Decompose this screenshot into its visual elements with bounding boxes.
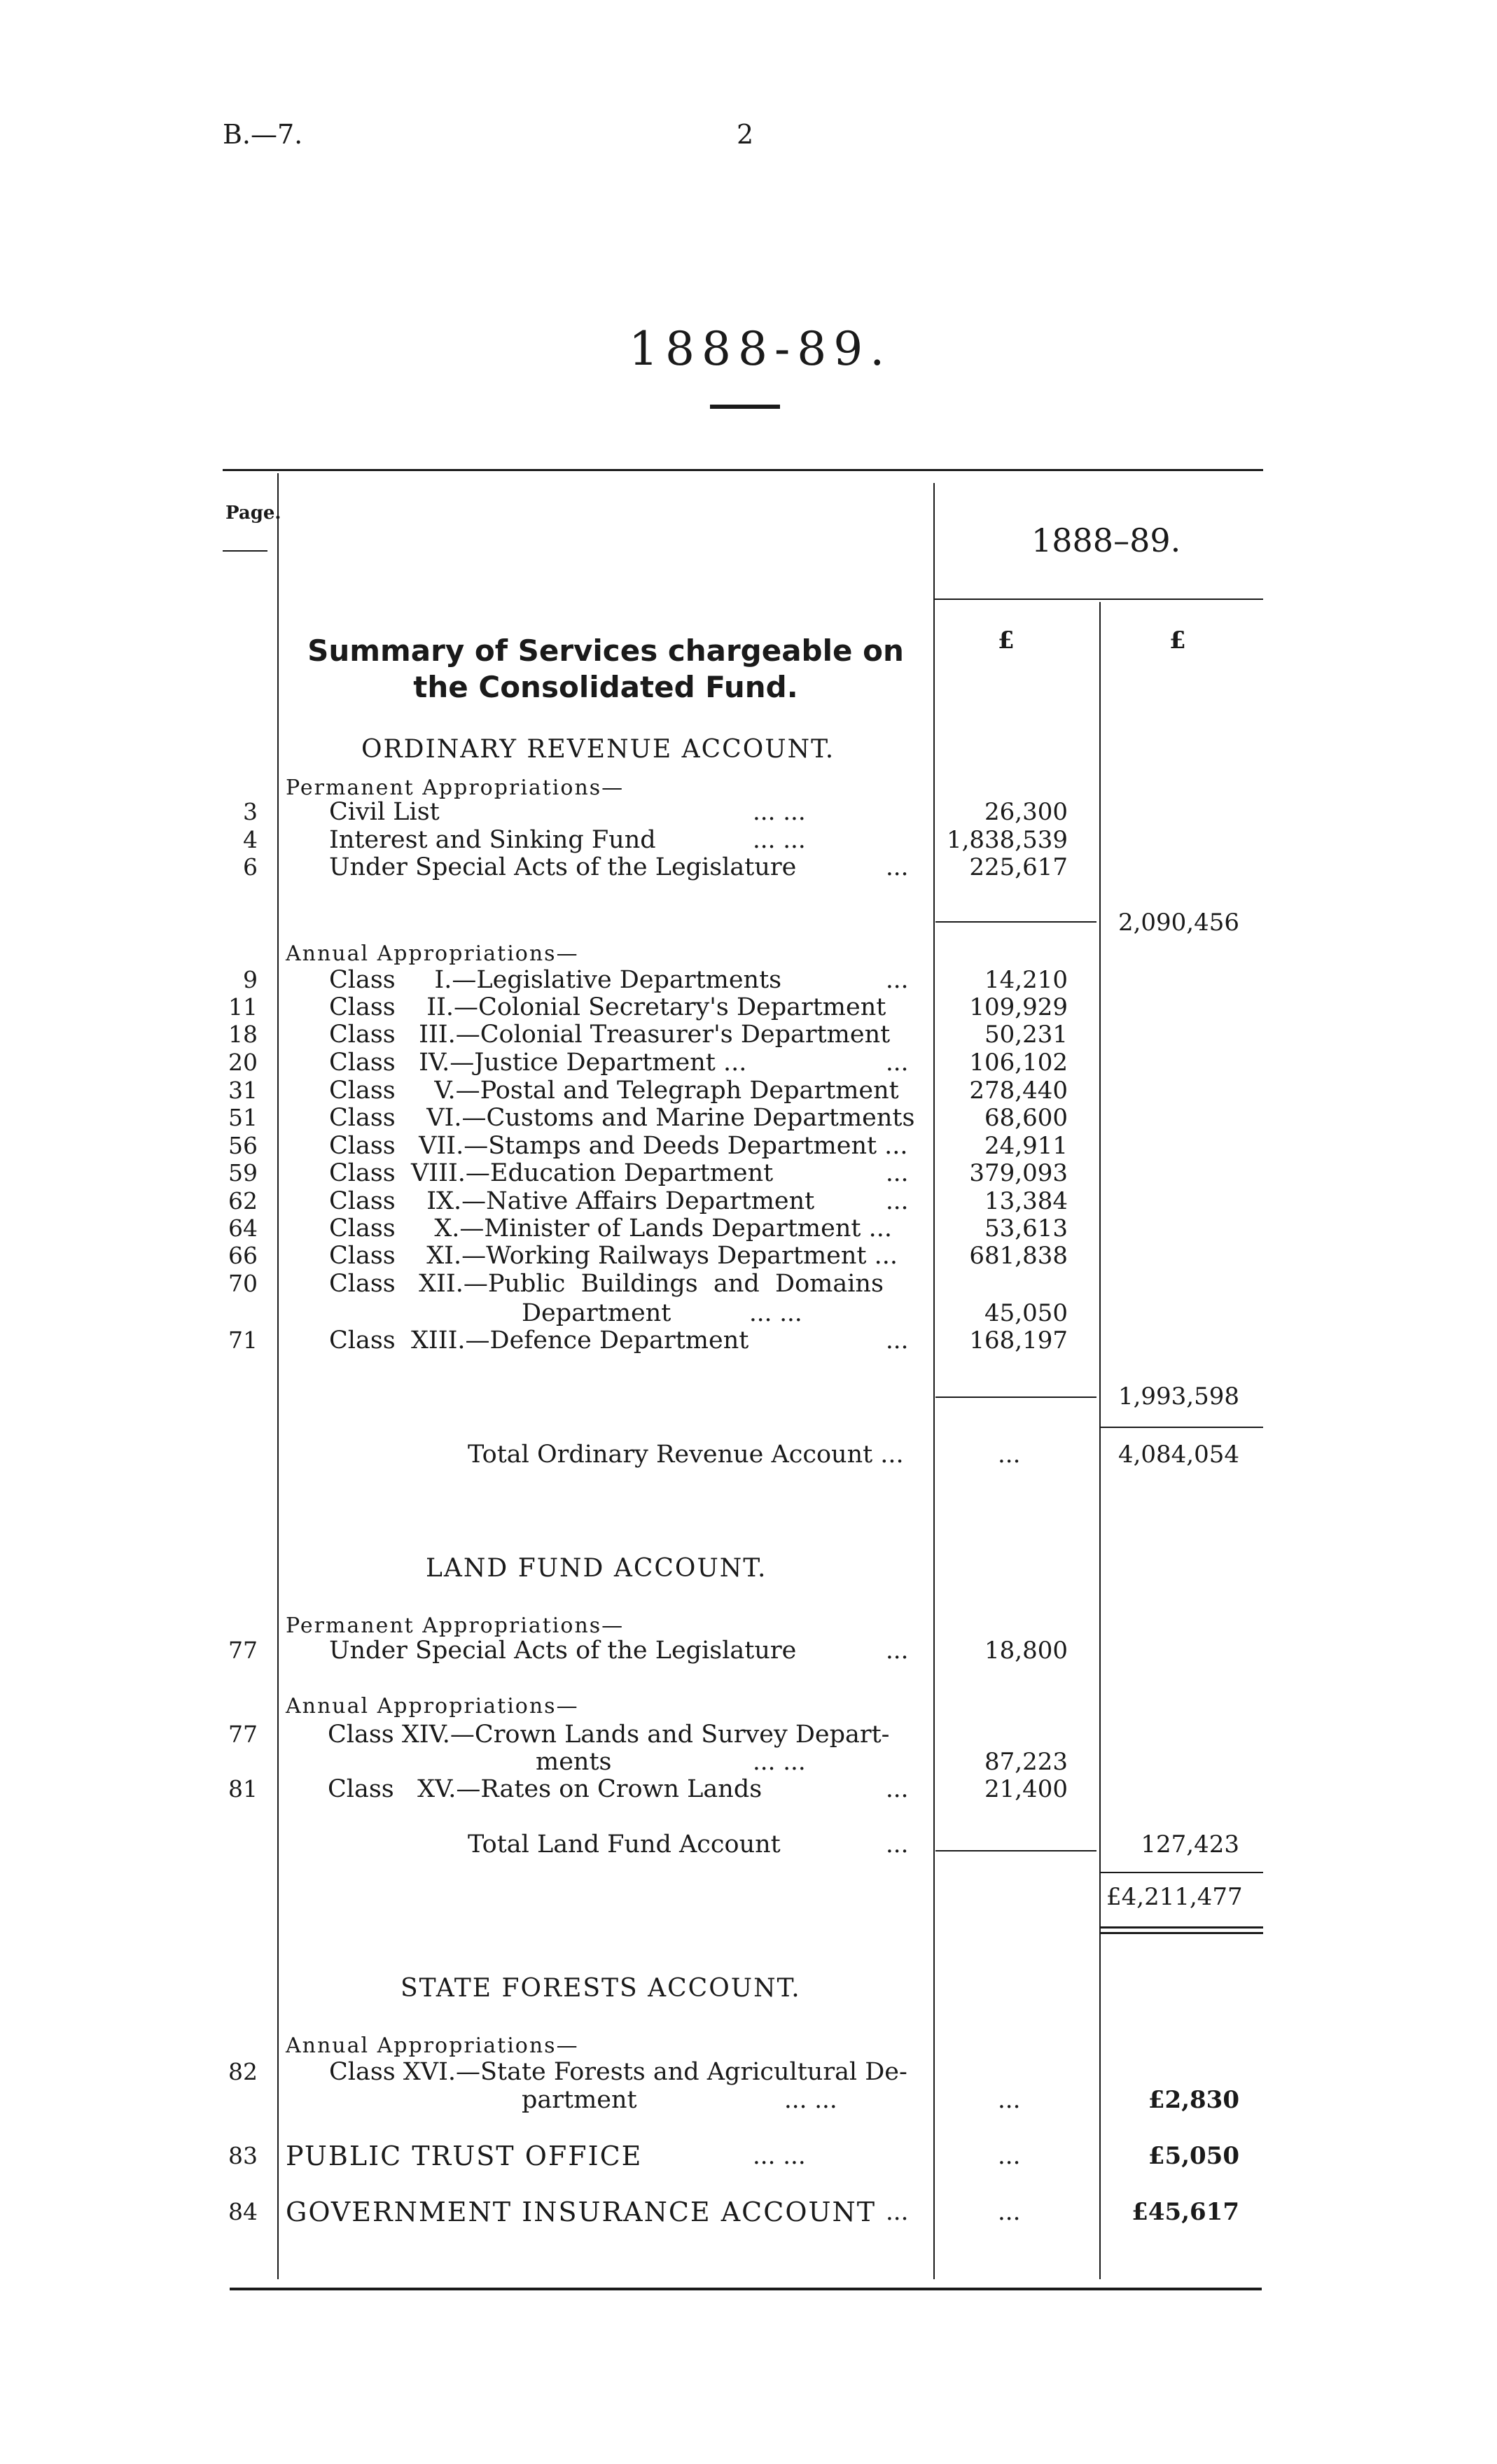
- row-label: Class III.—Colonial Treasurer's Department: [329, 1021, 891, 1049]
- row-amount: 109,929: [969, 993, 1068, 1021]
- row-label: Civil List: [329, 798, 440, 826]
- annual-appropriations-total: 1,993,598: [1117, 1382, 1239, 1410]
- ordinary-total-label: Total Ordinary Revenue Account ...: [468, 1441, 904, 1469]
- row-amount: 68,600: [984, 1104, 1068, 1132]
- land-permanent-label: Permanent Appropriations—: [286, 1614, 625, 1638]
- summary-title-line2: the Consolidated Fund.: [413, 670, 798, 704]
- permanent-appropriations-total: 2,090,456: [1117, 909, 1239, 937]
- row-label-continuation: ments: [536, 1748, 612, 1776]
- government-insurance-amount: £45,617: [1132, 2198, 1239, 2226]
- row-page: 82: [228, 2058, 258, 2085]
- row-amount: 681,838: [969, 1242, 1068, 1270]
- subtotal-rule: [935, 921, 1096, 923]
- row-amount: 13,384: [984, 1187, 1068, 1215]
- land-total-label: Total Land Fund Account: [468, 1830, 781, 1858]
- row-column-dots: ...: [998, 2198, 1021, 2226]
- row-amount: £2,830: [1148, 2086, 1239, 2114]
- row-amount: 24,911: [984, 1132, 1068, 1160]
- public-trust-label: PUBLIC TRUST OFFICE: [286, 2141, 643, 2171]
- row-page: 56: [228, 1132, 258, 1159]
- row-column-dots: ...: [998, 2142, 1021, 2170]
- table-bottom-rule: [230, 2288, 1262, 2290]
- row-amount: 18,800: [984, 1637, 1068, 1665]
- description-column-divider: [933, 483, 935, 2279]
- row-amount: 14,210: [984, 966, 1068, 994]
- page-header-rule: [223, 550, 267, 552]
- row-label: Class VII.—Stamps and Deeds Department ...: [329, 1132, 908, 1160]
- row-leader-dots: ...: [886, 1775, 909, 1803]
- page-number: 2: [737, 119, 754, 150]
- row-amount: 379,093: [969, 1159, 1068, 1187]
- row-label: Class XIII.—Defence Department: [329, 1326, 749, 1354]
- row-page: 51: [228, 1104, 258, 1131]
- row-amount: 26,300: [984, 798, 1068, 826]
- row-leader-dots: ...: [886, 1159, 909, 1187]
- land-total-rule: [1101, 1872, 1263, 1873]
- row-label: Class VI.—Customs and Marine Departments: [329, 1104, 915, 1132]
- row-amount: 1,838,539: [946, 826, 1068, 854]
- row-page: 9: [243, 966, 258, 993]
- amount-column-divider: [1099, 602, 1101, 2279]
- ordinary-total-amount: 4,084,054: [1117, 1441, 1239, 1469]
- row-amount: 278,440: [969, 1077, 1068, 1105]
- row-leader-dots: ...: [886, 966, 909, 994]
- row-page: 11: [228, 993, 258, 1021]
- row-page: 31: [228, 1077, 258, 1104]
- ordinary-revenue-heading: ORDINARY REVENUE ACCOUNT.: [361, 735, 835, 764]
- row-label: Under Special Acts of the Legislature: [329, 853, 797, 881]
- row-label: Class II.—Colonial Secretary's Department: [329, 993, 886, 1021]
- year-header-rule: [933, 598, 1263, 600]
- row-label: Class V.—Postal and Telegraph Department: [329, 1077, 899, 1105]
- row-page: 81: [228, 1775, 258, 1802]
- row-label: Interest and Sinking Fund: [329, 826, 656, 854]
- grand-total-double-rule-top: [1101, 1926, 1263, 1928]
- table-top-rule: [223, 469, 1263, 471]
- row-amount: 168,197: [969, 1326, 1068, 1354]
- row-amount: 45,050: [984, 1299, 1068, 1327]
- forests-annual-label: Annual Appropriations—: [286, 2033, 579, 2058]
- row-label-continuation: partment: [522, 2086, 637, 2114]
- row-column-dots: ...: [998, 2086, 1021, 2114]
- subtotal-rule: [935, 1850, 1096, 1851]
- page-column-header: Page.: [225, 503, 281, 524]
- year-title: 1888-89.: [629, 322, 892, 376]
- row-leader-dots: ...: [886, 853, 909, 881]
- row-label: Class XI.—Working Railways Department ...: [329, 1242, 898, 1270]
- title-underline: [710, 405, 780, 409]
- row-leader-dots: ...: [886, 1326, 909, 1354]
- currency-symbol-2: £: [1169, 626, 1186, 654]
- row-page: 70: [228, 1270, 258, 1297]
- land-total-dots: ...: [886, 1830, 909, 1858]
- row-amount: 106,102: [969, 1049, 1068, 1077]
- row-page: 84: [228, 2198, 258, 2225]
- row-page: 6: [243, 853, 258, 881]
- currency-symbol-1: £: [998, 626, 1015, 654]
- row-page: 64: [228, 1214, 258, 1242]
- row-page: 71: [228, 1326, 258, 1354]
- document-reference: B.—7.: [223, 119, 303, 150]
- grand-total-double-rule-bottom: [1101, 1932, 1263, 1934]
- row-label: Class I.—Legislative Departments: [329, 966, 782, 994]
- page-column-divider: [277, 473, 279, 2279]
- summary-title: [280, 633, 931, 706]
- row-leader-dots: ...: [886, 1637, 909, 1665]
- public-trust-amount: £5,050: [1148, 2142, 1239, 2170]
- row-label: Class XVI.—State Forests and Agricultural De-: [329, 2058, 907, 2086]
- row-label: Class IX.—Native Affairs Department: [329, 1187, 815, 1215]
- row-leader-dots: ...: [886, 2198, 909, 2226]
- row-leader-dots: ... ...: [784, 2086, 837, 2114]
- row-leader-dots: ... ...: [753, 1748, 806, 1776]
- row-leader-dots: ... ...: [753, 2142, 806, 2170]
- row-amount: 225,617: [969, 853, 1068, 881]
- land-annual-label: Annual Appropriations—: [286, 1694, 579, 1718]
- row-label: Class IV.—Justice Department ...: [329, 1049, 747, 1077]
- government-insurance-label: GOVERNMENT INSURANCE ACCOUNT: [286, 2197, 877, 2227]
- row-label: Class XIV.—Crown Lands and Survey Depart-: [328, 1721, 890, 1749]
- row-label-continuation: Department: [522, 1299, 671, 1327]
- year-column-header: 1888–89.: [1031, 522, 1181, 559]
- row-page: 66: [228, 1242, 258, 1269]
- row-page: 62: [228, 1187, 258, 1214]
- ordinary-permanent-label: Permanent Appropriations—: [286, 776, 625, 800]
- row-leader-dots: ... ...: [753, 826, 806, 854]
- land-fund-heading: LAND FUND ACCOUNT.: [426, 1554, 767, 1583]
- row-page: 3: [243, 798, 258, 825]
- row-label: Class XII.—Public Buildings and Domains: [329, 1270, 884, 1298]
- row-amount: 53,613: [984, 1214, 1068, 1242]
- grand-total-amount: £4,211,477: [1106, 1883, 1243, 1911]
- row-page: 77: [228, 1721, 258, 1748]
- state-forests-heading: STATE FORESTS ACCOUNT.: [401, 1974, 801, 2003]
- row-label: Under Special Acts of the Legislature: [329, 1637, 797, 1665]
- row-page: 18: [228, 1021, 258, 1048]
- row-amount: 50,231: [984, 1021, 1068, 1049]
- row-page: 77: [228, 1637, 258, 1664]
- row-page: 20: [228, 1049, 258, 1076]
- row-label: Class VIII.—Education Department: [329, 1159, 774, 1187]
- row-page: 59: [228, 1159, 258, 1186]
- summary-title-line1: Summary of Services chargeable on: [307, 634, 904, 668]
- row-amount: 21,400: [984, 1775, 1068, 1803]
- row-leader-dots: ...: [886, 1187, 909, 1215]
- ordinary-total-dots: ...: [998, 1441, 1021, 1469]
- ordinary-total-rule: [1101, 1427, 1263, 1428]
- subtotal-rule: [935, 1396, 1096, 1398]
- row-label: Class XV.—Rates on Crown Lands: [328, 1775, 763, 1803]
- row-leader-dots: ... ...: [753, 798, 806, 826]
- row-page: 4: [243, 826, 258, 853]
- row-label: Class X.—Minister of Lands Department ...: [329, 1214, 892, 1242]
- row-page: 83: [228, 2142, 258, 2169]
- land-total-amount: 127,423: [1141, 1830, 1239, 1858]
- row-amount: 87,223: [984, 1748, 1068, 1776]
- row-leader-dots: ... ...: [749, 1299, 802, 1327]
- row-leader-dots: ...: [886, 1049, 909, 1077]
- ordinary-annual-label: Annual Appropriations—: [286, 941, 579, 966]
